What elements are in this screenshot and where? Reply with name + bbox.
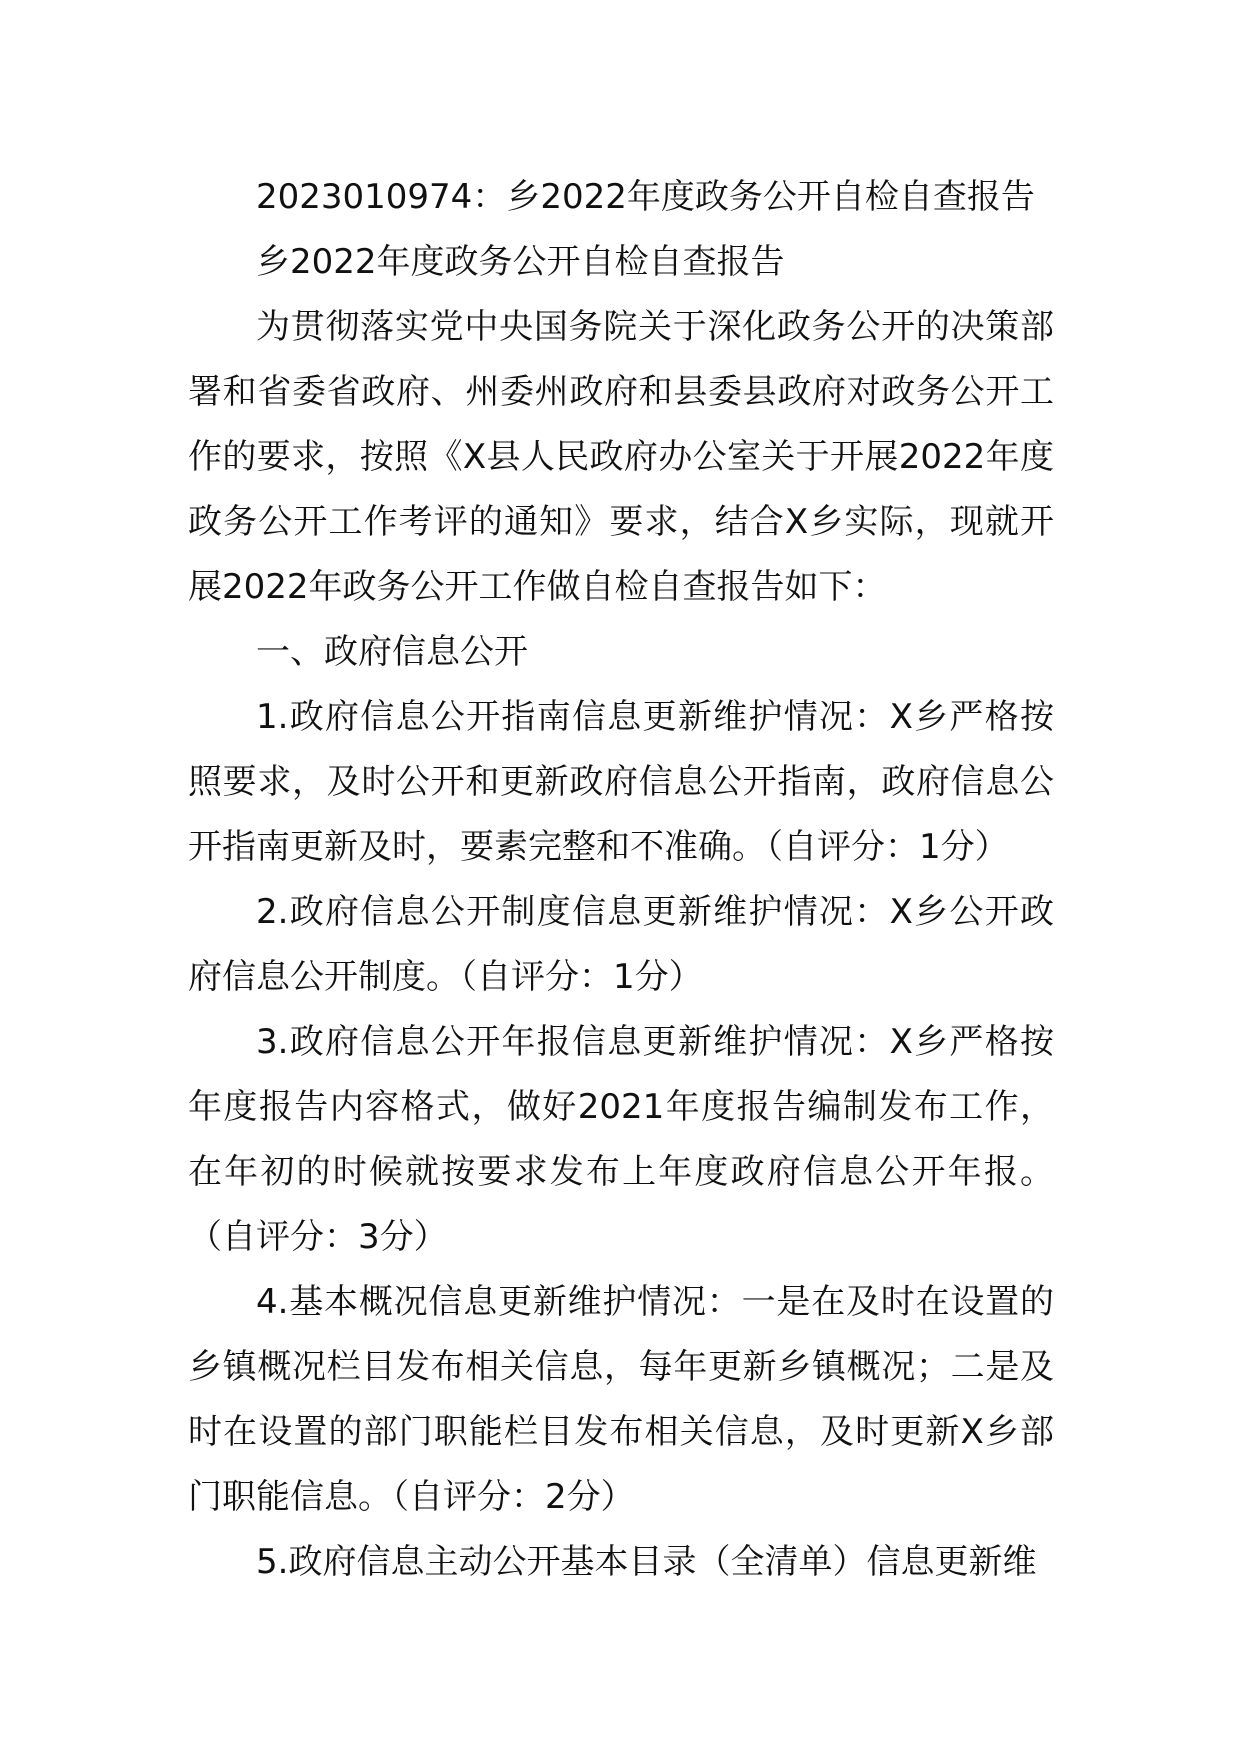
document-reference-title: 2023010974：乡2022年度政务公开自检自查报告 [256, 177, 1035, 217]
intro-paragraph: 为贯彻落实党中央国务院关于深化政务公开的决策部署和省委省政府、州委州政府和县委县政府对政务公开工作的要求，按照《X县人民政府办公室关于开展2022年度政务公开工作考评的通知》要求，结合X乡实际，现就开展2022年政务公开工作做自检自查报告如下： [188, 307, 1054, 607]
item-paragraph-4: 4.基本概况信息更新维护情况：一是在及时在设置的乡镇概况栏目发布相关信息，每年更新乡镇概况；二是及时在设置的部门职能栏目发布相关信息，及时更新X乡部门职能信息。（自评分：2分） [188, 1282, 1054, 1517]
item-paragraph-5: 5.政府信息主动公开基本目录（全清单）信息更新维 [256, 1542, 1037, 1582]
document-title: 乡2022年度政务公开自检自查报告 [256, 242, 785, 282]
section-heading-1: 一、政府信息公开 [256, 632, 528, 672]
item-paragraph-1: 1.政府信息公开指南信息更新维护情况：X乡严格按照要求，及时公开和更新政府信息公开指南，政府信息公开指南更新及时，要素完整和不准确。（自评分：1分） [188, 697, 1054, 867]
item-paragraph-3: 3.政府信息公开年报信息更新维护情况：X乡严格按年度报告内容格式，做好2021年度报告编制发布工作，在年初的时候就按要求发布上年度政府信息公开年报。（自评分：3分） [188, 1022, 1054, 1257]
item-paragraph-2: 2.政府信息公开制度信息更新维护情况：X乡公开政府信息公开制度。（自评分：1分） [188, 892, 1054, 997]
document-body [188, 165, 1054, 1595]
